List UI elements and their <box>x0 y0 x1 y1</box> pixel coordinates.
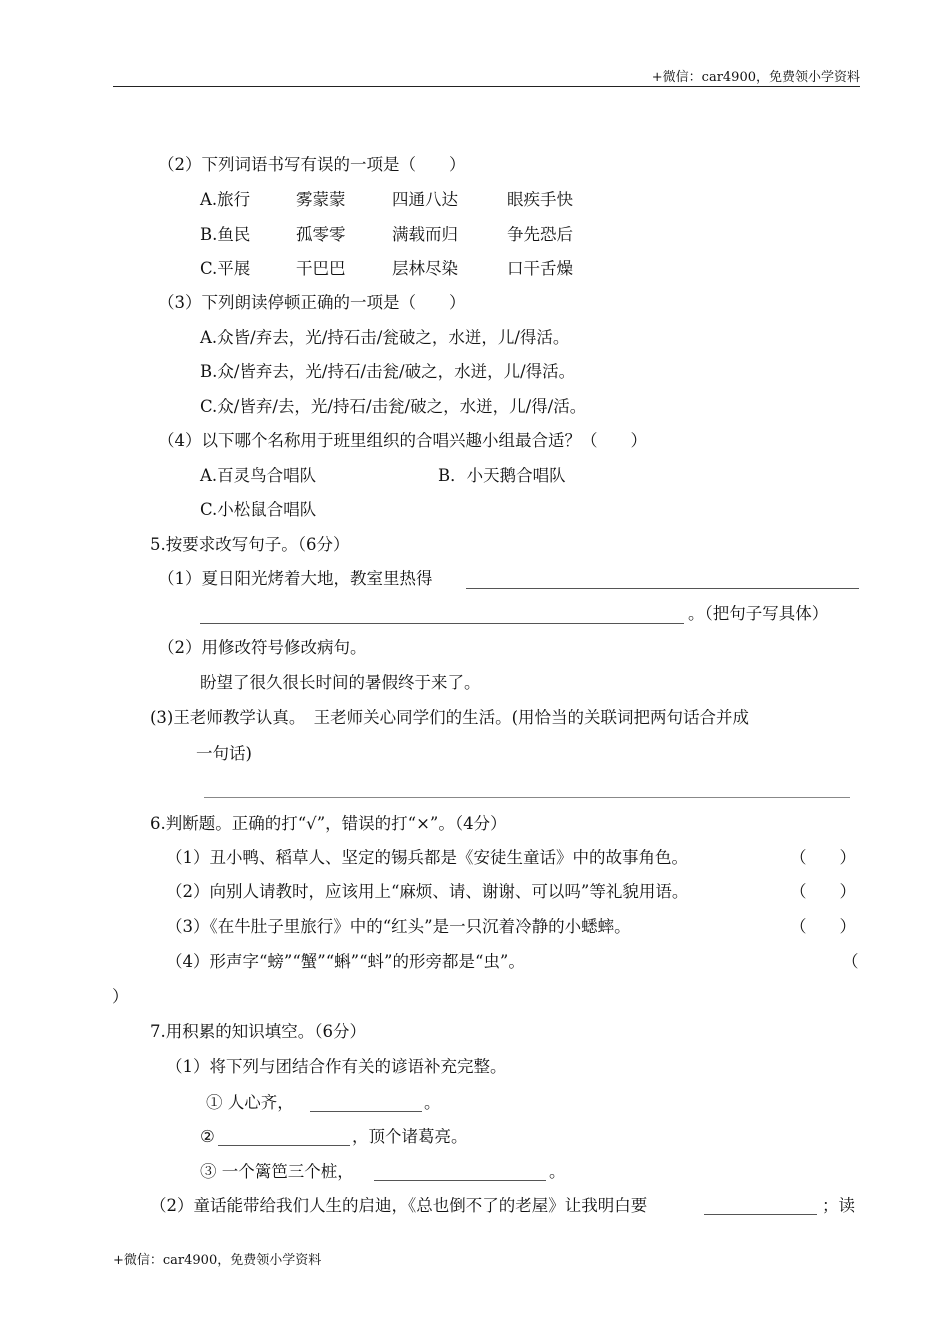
page-footer: +微信：car4900，免费领小学资料 <box>113 1253 322 1268</box>
q6-item-4-paren-close: ） <box>112 987 129 1006</box>
q4-3-stem: （3）下列朗读停顿正确的一项是（ ） <box>158 293 466 312</box>
q5-title: 5.按要求改写句子。（6分） <box>150 535 350 554</box>
q4-2-b-2: 孤零零 <box>296 225 346 244</box>
q4-2-a-4: 眼疾手快 <box>507 190 573 209</box>
q7-2-text-tail: ；读 <box>822 1196 855 1215</box>
q4-4-option-a: A.百灵鸟合唱队 <box>200 466 317 485</box>
q7-2-text: （2）童话能带给我们人生的启迪，《总也倒不了的老屋》让我明白要 <box>150 1196 648 1215</box>
q7-2-answer-blank[interactable] <box>704 1214 817 1215</box>
q7-1-proverb-3-blank[interactable] <box>374 1180 546 1181</box>
q4-2-a-3: 四通八达 <box>392 190 458 209</box>
q4-2-a-1: A.旅行 <box>200 190 251 209</box>
q7-1-proverb-1-blank[interactable] <box>310 1111 422 1112</box>
q6-title: 6.判断题。正确的打“√”，错误的打“×”。（4分） <box>150 814 507 833</box>
q6-item-1: （1）丑小鸭、稻草人、坚定的锡兵都是《安徒生童话》中的故事角色。 <box>166 848 688 867</box>
q4-2-b-3: 满载而归 <box>392 225 458 244</box>
q6-item-1-paren[interactable]: （ ） <box>790 848 856 867</box>
q5-1-text: （1）夏日阳光烤着大地，教室里热得 <box>158 569 433 588</box>
q6-item-3-paren[interactable]: （ ） <box>790 917 856 936</box>
q4-3-option-c: C.众/皆弃/去，光/持石/击瓮/破之，水迸，儿/得/活。 <box>200 397 587 416</box>
q4-2-stem: （2）下列词语书写有误的一项是（ ） <box>158 155 466 174</box>
q5-3-cont: 一句话) <box>196 744 252 763</box>
q7-1-proverb-2: ② <box>200 1127 215 1146</box>
q5-1-answer-blank-2[interactable] <box>200 623 684 624</box>
q4-2-a-2: 雾蒙蒙 <box>296 190 346 209</box>
q5-2-sentence: 盼望了很久很长时间的暑假终于来了。 <box>200 673 481 692</box>
q6-item-3: （3）《在牛肚子里旅行》中的“红头”是一只沉着冷静的小蟋蟀。 <box>166 917 631 936</box>
q4-4-option-c: C.小松鼠合唱队 <box>200 500 317 519</box>
q7-1-proverb-3-end: 。 <box>549 1162 566 1181</box>
q6-item-4-paren-open[interactable]: （ <box>842 952 859 971</box>
q4-2-c-3: 层林尽染 <box>392 259 458 278</box>
q7-title: 7.用积累的知识填空。（6分） <box>150 1022 366 1041</box>
q7-1-proverb-2-blank[interactable] <box>218 1145 350 1146</box>
q5-1-instruction: 。（把句子写具体） <box>688 604 829 623</box>
q4-4-stem: （4）以下哪个名称用于班里组织的合唱兴趣小组最合适？（ ） <box>158 431 647 450</box>
q7-1-proverb-2-end: ，顶个诸葛亮。 <box>352 1127 468 1146</box>
header-rule <box>113 86 860 87</box>
q6-item-4: （4）形声字“螃”“蟹”“蝌”“蚪”的形旁都是“虫”。 <box>166 952 525 971</box>
q4-2-b-4: 争先恐后 <box>507 225 573 244</box>
page-header: +微信：car4900，免费领小学资料 <box>651 70 860 85</box>
q4-2-c-1: C.平展 <box>200 259 251 278</box>
q5-1-answer-blank[interactable] <box>466 588 859 589</box>
q6-item-2-paren[interactable]: （ ） <box>790 882 856 901</box>
q5-3-text: (3)王老师教学认真。 王老师关心同学们的生活。(用恰当的关联词把两句话合并成 <box>150 708 750 727</box>
q5-2-text: （2）用修改符号修改病句。 <box>158 638 367 657</box>
q5-3-answer-line[interactable] <box>204 797 850 798</box>
q7-1-proverb-1: ① 人心齐， <box>206 1093 294 1112</box>
q4-2-c-4: 口干舌燥 <box>507 259 573 278</box>
q4-4-option-b: B．小天鹅合唱队 <box>438 466 566 485</box>
q7-1-proverb-3: ③ 一个篱笆三个桩， <box>200 1162 354 1181</box>
q7-1-text: （1）将下列与团结合作有关的谚语补充完整。 <box>166 1057 507 1076</box>
q7-1-proverb-1-end: 。 <box>424 1093 441 1112</box>
q4-2-c-2: 干巴巴 <box>296 259 346 278</box>
q4-2-b-1: B.鱼民 <box>200 225 251 244</box>
q4-3-option-b: B.众/皆弃去，光/持石/击瓮/破之，水迸，儿/得活。 <box>200 362 576 381</box>
q6-item-2: （2）向别人请教时，应该用上“麻烦、请、谢谢、可以吗”等礼貌用语。 <box>166 882 689 901</box>
q4-3-option-a: A.众皆/弃去，光/持石击/瓮破之，水迸，儿/得活。 <box>200 328 570 347</box>
